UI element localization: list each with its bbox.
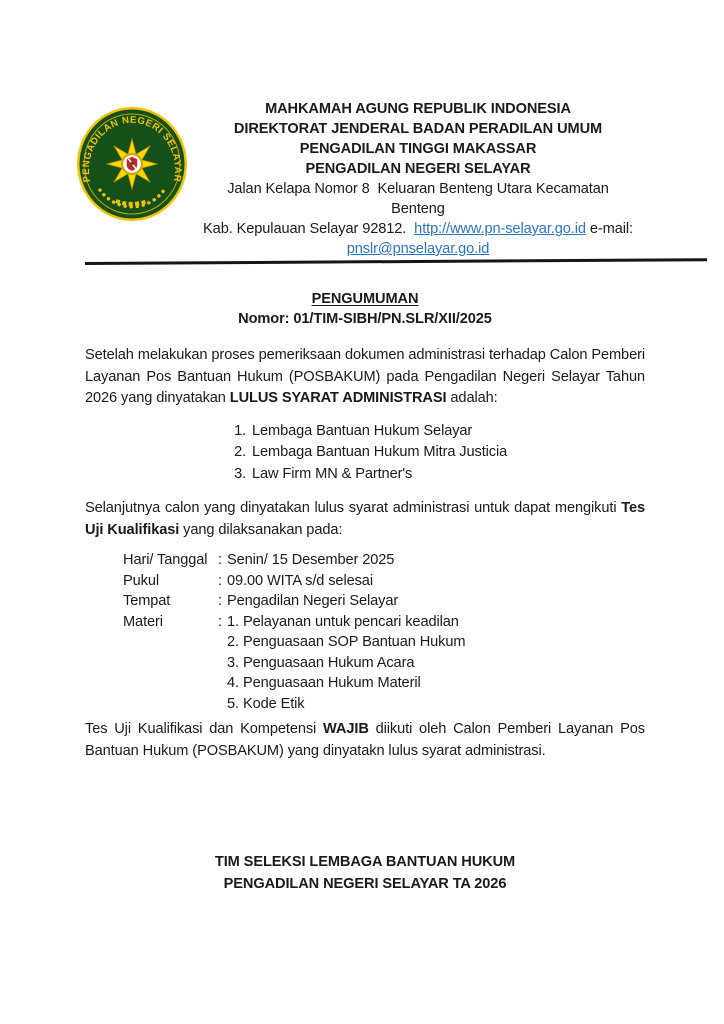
materials-list (227, 612, 645, 715)
followup-text-bold: Tes Uji Kualifikasi (85, 500, 645, 538)
detail-value-day: Senin/ 15 Desember 2025 (227, 552, 395, 568)
closing-text-bold: WAJIB (323, 721, 369, 737)
email-link[interactable]: pnslr@pnselayar.go.id (346, 241, 490, 257)
detail-value-place: Pengadilan Negeri Selayar (227, 593, 399, 609)
detail-colon: : (218, 572, 222, 589)
document-number: Nomor: 01/TIM-SIBH/PN.SLR/XII/2025 (238, 311, 492, 327)
detail-row-time (123, 571, 645, 592)
intro-text-bold: LULUS SYARAT ADMINISTRASI (229, 390, 447, 406)
announcement-body (0, 265, 724, 895)
website-link[interactable]: http://www.pn-selayar.go.id (414, 221, 586, 237)
detail-row-materials (123, 612, 645, 715)
followup-paragraph (85, 498, 645, 541)
detail-row-place (123, 591, 645, 612)
detail-colon: : (218, 613, 222, 630)
seal-curved-text: PENGADILAN NEGERI SELAYAR (80, 114, 184, 183)
org-line-district-court: PENGADILAN NEGERI SELAYAR (305, 161, 531, 177)
signoff-line-2: PENGADILAN NEGERI SELAYAR TA 2026 (223, 875, 507, 892)
detail-label-place: Tempat (123, 593, 171, 609)
org-line-high-court: PENGADILAN TINGGI MAKASSAR (299, 141, 537, 157)
detail-colon: : (218, 552, 222, 568)
detail-row-day (123, 550, 645, 571)
signoff-block (85, 852, 645, 895)
emblem-dot-icon (130, 162, 133, 165)
address-line-1: Jalan Kelapa Nomor 8 Keluaran Benteng Utara Kecamatan (227, 181, 609, 197)
postal-code-text: Kab. Kepulauan Selayar 92812. (203, 221, 411, 237)
followup-text-post: yang dilaksanakan pada: (179, 521, 343, 538)
detail-label-materials: Materi (123, 613, 163, 630)
email-line (168, 239, 668, 259)
intro-text-pre: Setelah melakukan proses pemeriksaan dokumen administrasi terhadap Calon Pemberi Layanan Pos Bantuan Hukum (POSBAKUM) pada Pengadilan Negeri Selayar Tahun 2026 yang dinyatakan (85, 347, 645, 406)
detail-value-time: 09.00 WITA s/d selesai (227, 572, 373, 589)
org-line-supreme-court: MAHKAMAH AGUNG REPUBLIK INDONESIA (265, 101, 571, 117)
letterhead (0, 0, 724, 262)
candidates-list (85, 421, 645, 486)
material-item-5: 5. Kode Etik (227, 694, 645, 715)
title-block (85, 289, 645, 329)
material-item-2: 2. Penguasaan SOP Bantuan Hukum (227, 632, 645, 653)
candidate-item-1: 1. Lembaga Bantuan Hukum Selayar (250, 421, 645, 443)
intro-text-post: adalah: (446, 390, 498, 406)
letterhead-text (168, 99, 668, 259)
closing-paragraph (85, 719, 645, 762)
candidate-item-2: 2. Lembaga Bantuan Hukum Mitra Justicia (250, 442, 645, 464)
candidate-item-3: 3. Law Firm MN & Partner's (250, 464, 645, 486)
material-item-4: 4. Penguasaan Hukum Materil (227, 673, 645, 694)
signoff-line-1: TIM SELEKSI LEMBAGA BANTUAN HUKUM (214, 854, 516, 870)
org-line-directorate: DIREKTORAT JENDERAL BADAN PERADILAN UMUM (233, 121, 603, 137)
schedule-details (123, 550, 645, 714)
closing-text-post: diikuti oleh Calon Pemberi Layanan Pos Bantuan Hukum (POSBAKUM) yang dinyatakn lulus syarat administrasi. (85, 721, 646, 759)
detail-label-day: Hari/ Tanggal (123, 552, 208, 568)
detail-label-time: Pukul (123, 572, 160, 589)
email-label: e-mail: (589, 221, 633, 237)
material-item-3: 3. Penguasaan Hukum Acara (227, 653, 645, 674)
contact-line (168, 219, 668, 239)
intro-paragraph (85, 345, 645, 410)
material-item-1: 1. Pelayanan untuk pencari keadilan (227, 612, 645, 633)
followup-text-pre: Selanjutnya calon yang dinyatakan lulus syarat administrasi untuk dapat mengikuti (85, 500, 622, 516)
document-title: PENGUMUMAN (311, 291, 419, 307)
closing-text-pre: Tes Uji Kualifikasi dan Kompetensi (85, 721, 324, 737)
detail-value-materials (227, 612, 645, 715)
detail-colon: : (218, 593, 222, 609)
address-line-2: Benteng (391, 201, 445, 217)
